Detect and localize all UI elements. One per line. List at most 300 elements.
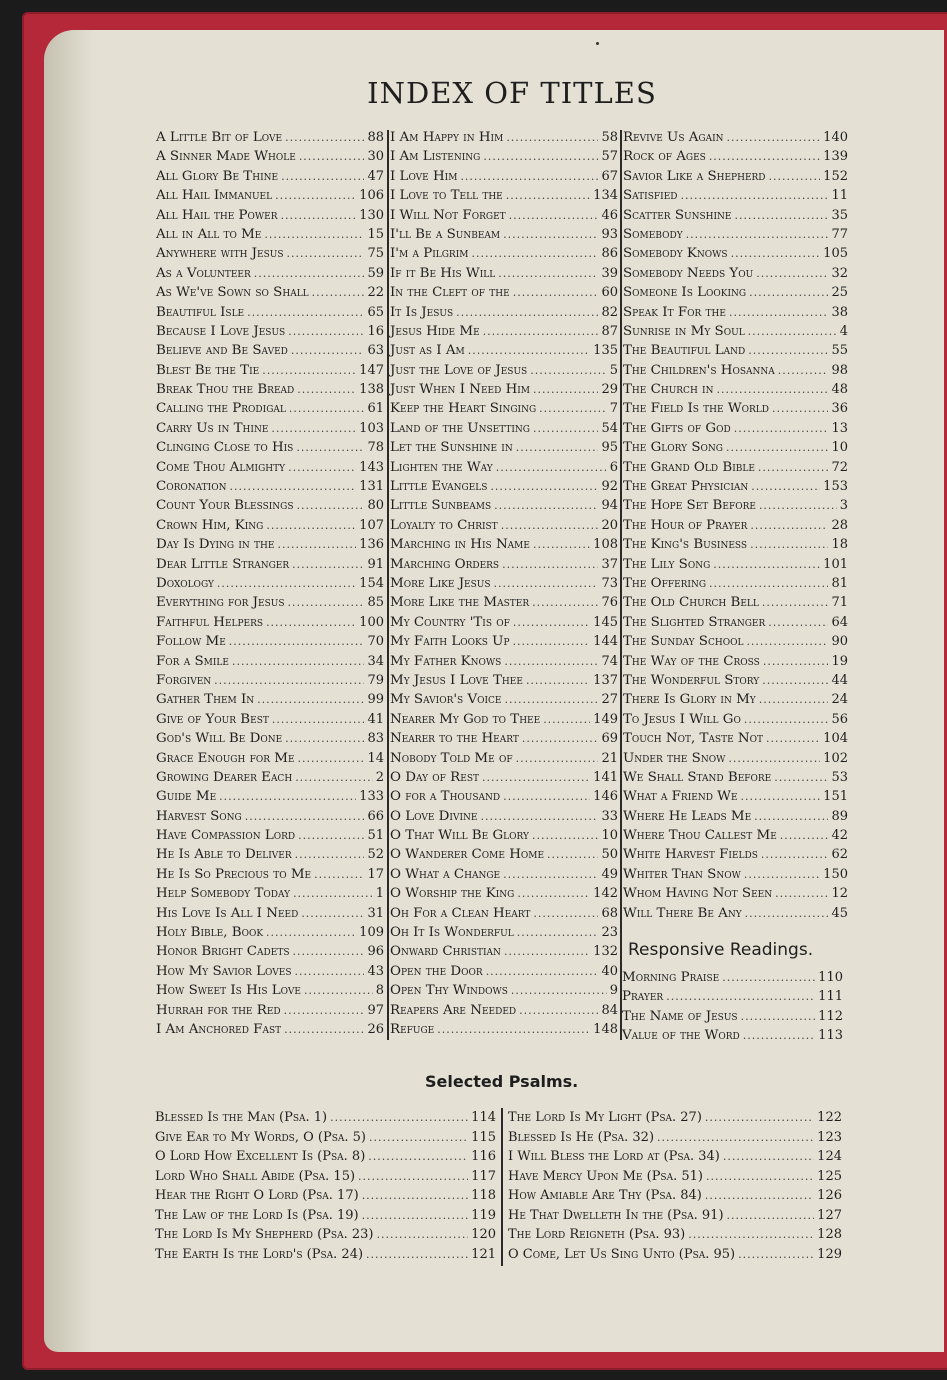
entry-page-number: 4 <box>839 323 848 339</box>
index-entry <box>156 865 384 884</box>
dot-leader <box>738 1245 814 1265</box>
dot-leader <box>271 419 356 438</box>
index-entry <box>156 264 384 283</box>
entry-title: Land of the Unsetting <box>390 420 530 436</box>
index-entry <box>623 225 848 244</box>
dot-leader <box>705 1186 814 1206</box>
entry-title: Speak It For the <box>623 304 726 320</box>
entry-page-number: 11 <box>831 188 848 204</box>
entry-page-number: 112 <box>818 1008 843 1024</box>
index-entry <box>156 1001 384 1020</box>
entry-title: It Is Jesus <box>390 304 454 320</box>
dot-leader <box>713 555 820 574</box>
index-entry <box>623 458 848 477</box>
index-column-3 <box>623 128 848 923</box>
dot-leader <box>272 710 365 729</box>
entry-page-number: 79 <box>367 672 384 688</box>
dot-leader <box>768 613 828 632</box>
entry-page-number: 149 <box>593 711 618 727</box>
entry-page-number: 60 <box>601 285 618 301</box>
dot-leader <box>480 807 598 826</box>
entry-page-number: 115 <box>471 1129 496 1145</box>
index-entry <box>390 419 618 438</box>
entry-title: Nobody Told Me of <box>390 750 513 766</box>
dot-leader <box>526 671 590 690</box>
index-entry <box>623 380 848 399</box>
index-entry <box>390 1020 618 1039</box>
index-entry <box>390 710 618 729</box>
entry-page-number: 1 <box>375 886 384 902</box>
entry-page-number: 3 <box>839 498 848 514</box>
entry-page-number: 81 <box>831 575 848 591</box>
index-entry <box>156 632 384 651</box>
index-entry <box>156 438 384 457</box>
entry-title: How Amiable Are Thy (Psa. 84) <box>508 1188 702 1203</box>
index-entry <box>155 1128 496 1148</box>
entry-page-number: 117 <box>471 1168 496 1184</box>
entry-title: Blessed Is the Man (Psa. 1) <box>155 1110 328 1125</box>
dot-leader <box>298 826 364 845</box>
entry-page-number: 66 <box>367 808 384 824</box>
entry-title: Blessed Is He (Psa. 32) <box>508 1129 655 1145</box>
index-entry <box>623 264 848 283</box>
dot-leader <box>266 613 356 632</box>
entry-page-number: 69 <box>601 731 618 747</box>
dot-leader <box>746 632 828 651</box>
dot-leader <box>295 845 365 864</box>
entry-title: Forgiven <box>156 672 212 688</box>
dot-leader <box>304 981 373 1000</box>
entry-title: Lighten the Way <box>390 459 493 475</box>
entry-title: Just When I Need Him <box>390 382 531 398</box>
index-entry <box>390 147 618 166</box>
dot-leader <box>533 904 598 923</box>
dot-leader <box>763 652 829 671</box>
index-entry <box>390 690 618 709</box>
entry-page-number: 142 <box>593 886 618 902</box>
index-entry <box>623 535 848 554</box>
entry-page-number: 95 <box>601 440 618 456</box>
entry-page-number: 76 <box>601 595 618 611</box>
entry-title: Will There Be Any <box>623 905 742 921</box>
dot-leader <box>543 710 590 729</box>
entry-page-number: 9 <box>609 983 618 999</box>
entry-title: Marching in His Name <box>390 537 530 553</box>
entry-page-number: 111 <box>818 989 843 1005</box>
index-entry <box>390 555 618 574</box>
entry-page-number: 102 <box>823 750 848 766</box>
entry-title: Someone Is Looking <box>623 285 747 301</box>
entry-page-number: 136 <box>359 537 384 553</box>
dot-leader <box>288 458 356 477</box>
entry-title: Everything for Jesus <box>156 595 285 611</box>
selected-psalms-heading: Selected Psalms. <box>425 1072 579 1091</box>
dot-leader <box>533 535 590 554</box>
entry-page-number: 130 <box>359 207 384 223</box>
entry-page-number: 34 <box>367 653 384 669</box>
index-entry <box>390 283 618 302</box>
entry-title: Blest Be the Tie <box>156 362 260 378</box>
entry-title: The Church in <box>623 382 714 398</box>
entry-page-number: 8 <box>375 983 384 999</box>
dot-leader <box>769 167 821 186</box>
index-entry <box>156 186 384 205</box>
dot-leader <box>778 361 829 380</box>
entry-page-number: 30 <box>367 149 384 165</box>
entry-page-number: 78 <box>367 440 384 456</box>
index-entry <box>390 167 618 186</box>
index-entry <box>623 167 848 186</box>
entry-title: For a Smile <box>156 653 229 669</box>
entry-page-number: 53 <box>831 769 848 785</box>
ink-speck <box>596 42 599 45</box>
entry-page-number: 72 <box>831 459 848 475</box>
entry-title: Satisfied <box>623 188 678 204</box>
entry-page-number: 106 <box>359 188 384 204</box>
entry-page-number: 82 <box>601 304 618 320</box>
index-entry <box>156 845 384 864</box>
entry-title: O Worship the King <box>390 886 515 902</box>
index-entry <box>156 516 384 535</box>
index-entry <box>390 865 618 884</box>
entry-title: I Am Listening <box>390 149 481 165</box>
index-entry <box>156 613 384 632</box>
index-entry <box>508 1108 842 1128</box>
index-entry <box>156 496 384 515</box>
dot-leader <box>314 865 364 884</box>
entry-title: Growing Dearer Each <box>156 769 293 785</box>
dot-leader <box>287 244 365 263</box>
index-entry <box>390 593 618 612</box>
entry-title: The Lord Is My Light (Psa. 27) <box>508 1110 702 1125</box>
index-entry <box>390 826 618 845</box>
dot-leader <box>533 419 598 438</box>
dot-leader <box>731 244 821 263</box>
index-entry <box>156 244 384 263</box>
entry-title: O That Will Be Glory <box>390 828 529 844</box>
entry-page-number: 101 <box>823 556 848 572</box>
entry-title: Whom Having Not Seen <box>623 886 773 902</box>
entry-page-number: 94 <box>601 498 618 514</box>
index-entry <box>390 574 618 593</box>
dot-leader <box>214 671 364 690</box>
index-entry <box>390 1001 618 1020</box>
dot-leader <box>254 264 365 283</box>
entry-title: Count Your Blessings <box>156 498 294 514</box>
entry-title: The Slighted Stranger <box>623 614 766 630</box>
entry-page-number: 31 <box>367 905 384 921</box>
index-entry <box>156 380 384 399</box>
entry-title: My Father Knows <box>390 653 502 669</box>
dot-leader <box>744 865 820 884</box>
entry-title: Doxology <box>156 575 214 591</box>
index-entry <box>623 555 848 574</box>
dot-leader <box>516 749 599 768</box>
entry-page-number: 128 <box>817 1227 842 1242</box>
entry-title: I Love Him <box>390 168 458 184</box>
entry-title: The Glory Song <box>623 440 723 456</box>
entry-page-number: 51 <box>367 828 384 844</box>
dot-leader <box>539 399 607 418</box>
entry-title: The Way of the Cross <box>623 653 760 669</box>
entry-title: A Sinner Made Whole <box>156 149 296 165</box>
dot-leader <box>745 904 829 923</box>
dot-leader <box>232 652 365 671</box>
entry-title: He Is So Precious to Me <box>156 866 312 882</box>
index-entry <box>622 968 843 987</box>
index-entry <box>623 341 848 360</box>
entry-page-number: 137 <box>593 672 618 688</box>
entry-title: Morning Praise <box>622 970 720 985</box>
entry-title: The Field Is the World <box>623 401 769 417</box>
entry-page-number: 59 <box>367 265 384 281</box>
index-entry <box>623 147 848 166</box>
index-entry <box>390 399 618 418</box>
index-entry <box>623 710 848 729</box>
entry-title: All in All to Me <box>156 226 262 242</box>
index-entry <box>390 380 618 399</box>
index-entry <box>390 845 618 864</box>
index-entry <box>156 884 384 903</box>
index-entry <box>156 147 384 166</box>
entry-page-number: 145 <box>593 614 618 630</box>
entry-title: Loyalty to Christ <box>390 517 498 533</box>
entry-page-number: 91 <box>367 556 384 572</box>
entry-title: Coronation <box>156 479 227 495</box>
entry-title: The Lord Is My Shepherd (Psa. 23) <box>155 1227 374 1242</box>
entry-page-number: 154 <box>359 575 384 591</box>
index-entry <box>623 768 848 787</box>
index-entry <box>623 593 848 612</box>
entry-page-number: 85 <box>367 595 384 611</box>
dot-leader <box>759 690 829 709</box>
entry-title: Jesus Hide Me <box>390 323 480 339</box>
entry-title: He That Dwelleth In the (Psa. 91) <box>508 1207 724 1223</box>
dot-leader <box>722 968 815 987</box>
entry-title: Open Thy Windows <box>390 983 508 999</box>
entry-page-number: 13 <box>831 420 848 436</box>
entry-title: Because I Love Jesus <box>156 323 286 339</box>
index-entry <box>508 1128 842 1148</box>
entry-page-number: 67 <box>601 168 618 184</box>
entry-page-number: 116 <box>471 1149 496 1164</box>
dot-leader <box>504 942 590 961</box>
entry-page-number: 37 <box>601 556 618 572</box>
dot-leader <box>706 1167 814 1187</box>
index-entry <box>156 574 384 593</box>
index-entry <box>156 341 384 360</box>
entry-page-number: 58 <box>601 130 618 145</box>
index-entry <box>156 807 384 826</box>
entry-title: The Sunday School <box>623 634 744 650</box>
dot-leader <box>513 632 591 651</box>
entry-page-number: 138 <box>359 382 384 398</box>
dot-leader <box>774 768 828 787</box>
entry-title: Harvest Song <box>156 808 242 824</box>
entry-title: Nearer to the Heart <box>390 731 519 747</box>
dot-leader <box>366 1245 468 1265</box>
entry-title: Hear the Right O Lord (Psa. 17) <box>155 1188 359 1203</box>
entry-page-number: 17 <box>367 866 384 882</box>
index-entry <box>623 807 848 826</box>
dot-leader <box>503 225 598 244</box>
index-entry <box>622 987 843 1006</box>
dot-leader <box>293 884 373 903</box>
index-entry <box>390 652 618 671</box>
index-entry <box>156 729 384 748</box>
entry-title: Have Mercy Upon Me (Psa. 51) <box>508 1168 703 1184</box>
dot-leader <box>726 438 828 457</box>
index-entry <box>623 613 848 632</box>
dot-leader <box>758 458 829 477</box>
index-column-2 <box>390 128 618 1039</box>
entry-page-number: 36 <box>831 401 848 417</box>
entry-title: The Offering <box>623 575 707 591</box>
dot-leader <box>756 264 828 283</box>
entry-title: I Am Anchored Fast <box>156 1021 282 1037</box>
entry-page-number: 32 <box>831 265 848 281</box>
dot-leader <box>266 516 356 535</box>
dot-leader <box>727 128 821 147</box>
entry-page-number: 77 <box>831 226 848 242</box>
index-entry <box>623 128 848 147</box>
entry-title: I'm a Pilgrim <box>390 246 469 262</box>
entry-title: The Grand Old Bible <box>623 459 755 475</box>
entry-title: His Love Is All I Need <box>156 905 299 921</box>
index-entry <box>623 322 848 341</box>
entry-title: Beautiful Isle <box>156 304 245 320</box>
index-entry <box>623 244 848 263</box>
entry-page-number: 125 <box>817 1168 842 1184</box>
dot-leader <box>288 322 364 341</box>
entry-title: To Jesus I Will Go <box>623 711 741 727</box>
dot-leader <box>709 147 820 166</box>
entry-title: O Come, Let Us Sing Unto (Psa. 95) <box>508 1246 736 1262</box>
dot-leader <box>522 729 599 748</box>
entry-page-number: 103 <box>359 420 384 436</box>
dot-leader <box>780 826 829 845</box>
index-entry <box>156 399 384 418</box>
entry-page-number: 133 <box>359 789 384 805</box>
index-entry <box>390 807 618 826</box>
dot-leader <box>330 1108 468 1128</box>
entry-page-number: 47 <box>367 168 384 184</box>
entry-title: All Hail Immanuel <box>156 188 273 204</box>
entry-page-number: 20 <box>601 517 618 533</box>
entry-title: The Earth Is the Lord's (Psa. 24) <box>155 1246 364 1262</box>
entry-title: The King's Business <box>623 537 748 553</box>
entry-page-number: 97 <box>367 1002 384 1018</box>
entry-title: The Children's Hosanna <box>623 362 775 378</box>
dot-leader <box>504 652 598 671</box>
index-entry <box>156 904 384 923</box>
entry-title: Keep the Heart Singing <box>390 401 537 417</box>
dot-leader <box>735 206 829 225</box>
entry-page-number: 140 <box>823 130 848 145</box>
index-entry <box>390 671 618 690</box>
dot-leader <box>281 167 364 186</box>
entry-page-number: 74 <box>601 653 618 669</box>
dot-leader <box>284 1020 364 1039</box>
index-entry <box>156 768 384 787</box>
entry-page-number: 10 <box>601 828 618 844</box>
entry-title: Touch Not, Taste Not <box>623 731 764 747</box>
index-entry <box>390 477 618 496</box>
entry-page-number: 148 <box>593 1021 618 1037</box>
entry-title: Anywhere with Jesus <box>156 246 284 262</box>
entry-title: Rock of Ages <box>623 149 706 165</box>
entry-page-number: 114 <box>471 1110 496 1125</box>
entry-page-number: 134 <box>593 188 618 204</box>
dot-leader <box>686 225 829 244</box>
entry-page-number: 131 <box>359 479 384 495</box>
dot-leader <box>666 987 815 1006</box>
dot-leader <box>297 496 365 515</box>
dot-leader <box>297 380 356 399</box>
dot-leader <box>277 535 356 554</box>
dot-leader <box>506 128 598 147</box>
index-entry <box>623 477 848 496</box>
entry-title: O Love Divine <box>390 808 478 824</box>
dot-leader <box>754 807 828 826</box>
entry-page-number: 23 <box>601 925 618 941</box>
entry-title: Faithful Helpers <box>156 614 264 630</box>
entry-title: My Country 'Tis of <box>390 614 510 630</box>
entry-page-number: 41 <box>367 711 384 727</box>
index-entry <box>156 128 384 147</box>
dot-leader <box>775 884 828 903</box>
entry-page-number: 152 <box>823 168 848 184</box>
dot-leader <box>762 593 829 612</box>
index-entry <box>623 904 848 923</box>
entry-title: There Is Glory in My <box>623 692 756 708</box>
dot-leader <box>468 341 590 360</box>
entry-title: Lord Who Shall Abide (Psa. 15) <box>155 1168 356 1184</box>
dot-leader <box>513 283 599 302</box>
dot-leader <box>301 904 364 923</box>
index-entry <box>390 884 618 903</box>
entry-title: Under the Snow <box>623 750 726 766</box>
dot-leader <box>266 923 356 942</box>
entry-title: Nearer My God to Thee <box>390 711 541 727</box>
entry-title: Let the Sunshine in <box>390 440 513 456</box>
entry-page-number: 89 <box>831 808 848 824</box>
dot-leader <box>486 962 599 981</box>
entry-title: Crown Him, King <box>156 517 264 533</box>
dot-leader <box>292 555 364 574</box>
dot-leader <box>761 845 829 864</box>
index-entry <box>155 1206 496 1226</box>
dot-leader <box>368 1147 468 1167</box>
dot-leader <box>688 1225 814 1245</box>
index-entry <box>156 419 384 438</box>
index-entry <box>155 1147 496 1167</box>
dot-leader <box>358 1167 468 1187</box>
dot-leader <box>513 613 590 632</box>
entry-page-number: 45 <box>831 905 848 921</box>
entry-page-number: 14 <box>367 750 384 766</box>
entry-page-number: 100 <box>359 614 384 630</box>
dot-leader <box>437 1020 590 1039</box>
entry-title: Somebody Knows <box>623 246 728 262</box>
index-entry <box>623 361 848 380</box>
entry-title: The Hour of Prayer <box>623 517 748 533</box>
dot-leader <box>362 1186 468 1206</box>
index-entry <box>156 671 384 690</box>
index-entry <box>390 516 618 535</box>
dot-leader <box>291 341 365 360</box>
index-entry <box>390 458 618 477</box>
